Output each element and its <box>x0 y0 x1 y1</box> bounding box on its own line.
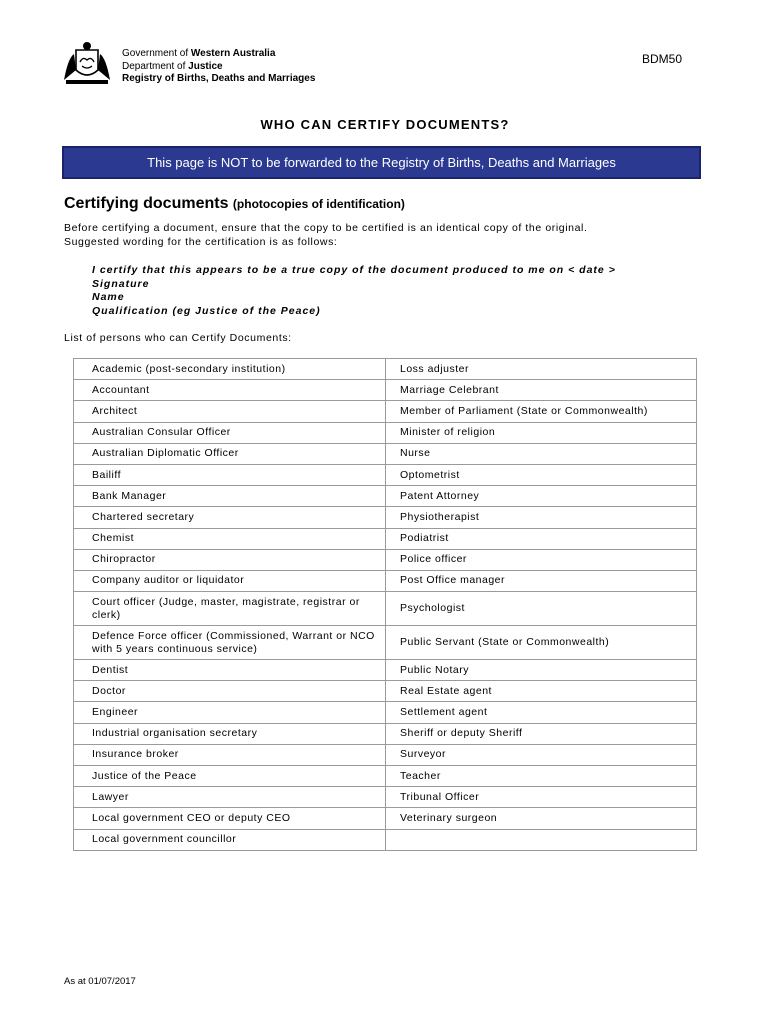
table-cell: Podiatrist <box>386 528 697 549</box>
table-cell: Justice of the Peace <box>74 766 386 787</box>
table-row <box>74 401 697 422</box>
table-row <box>74 380 697 401</box>
table-cell: Lawyer <box>74 787 386 808</box>
table-cell: Chartered secretary <box>74 507 386 528</box>
table-cell: Engineer <box>74 702 386 723</box>
coat-of-arms-icon <box>62 40 112 86</box>
table-row <box>74 787 697 808</box>
table-cell: Chiropractor <box>74 549 386 570</box>
suggested-wording: I certify that this appears to be a true copy of the document produced to me on < date > Signature Name Qualification (eg Justice of the Peace) <box>92 264 616 317</box>
table-cell: Accountant <box>74 380 386 401</box>
table-row <box>74 528 697 549</box>
table-cell: Member of Parliament (State or Commonwealth) <box>386 401 697 422</box>
table-cell: Patent Attorney <box>386 486 697 507</box>
table-cell: Real Estate agent <box>386 681 697 702</box>
table-row <box>74 808 697 829</box>
section-subheading: (photocopies of identification) <box>232 197 405 211</box>
page-title: WHO CAN CERTIFY DOCUMENTS? <box>260 117 510 132</box>
table-cell: Australian Consular Officer <box>74 422 386 443</box>
table-cell: Academic (post-secondary institution) <box>74 359 386 380</box>
table-cell: Australian Diplomatic Officer <box>74 443 386 464</box>
table-cell: Chemist <box>74 528 386 549</box>
table-row <box>74 681 697 702</box>
table-cell: Surveyor <box>386 744 697 765</box>
certifiers-table <box>73 358 697 851</box>
section-heading: Certifying documents (photocopies of identification) <box>64 195 405 212</box>
table-row <box>74 359 697 380</box>
table-cell: Tribunal Officer <box>386 787 697 808</box>
table-cell: Optometrist <box>386 464 697 485</box>
table-row <box>74 744 697 765</box>
notice-banner: This page is NOT to be forwarded to the Registry of Births, Deaths and Marriages <box>62 146 701 179</box>
table-row <box>74 507 697 528</box>
letterhead <box>62 40 362 88</box>
table-row <box>74 766 697 787</box>
table-cell: Defence Force officer (Commissioned, Warrant or NCO with 5 years continuous service) <box>74 626 386 660</box>
table-cell: Physiotherapist <box>386 507 697 528</box>
form-code: BDM50 <box>642 52 683 66</box>
table-cell <box>386 829 697 850</box>
table-cell: Teacher <box>386 766 697 787</box>
table-row <box>74 702 697 723</box>
table-cell: Architect <box>74 401 386 422</box>
table-cell: Police officer <box>386 549 697 570</box>
table-row <box>74 570 697 591</box>
table-row <box>74 464 697 485</box>
organisation-name: Government of Western Australia Department of Justice Registry of Births, Deaths and Marriages <box>122 48 316 84</box>
table-row <box>74 626 697 660</box>
table-row <box>74 549 697 570</box>
table-row <box>74 422 697 443</box>
table-row <box>74 486 697 507</box>
table-row <box>74 829 697 850</box>
table-row <box>74 443 697 464</box>
table-cell: Loss adjuster <box>386 359 697 380</box>
intro-text: Before certifying a document, ensure that the copy to be certified is an identical copy of the original. Suggested wording for the certification is as follows: <box>64 222 588 248</box>
table-cell: Bank Manager <box>74 486 386 507</box>
table-row <box>74 592 697 626</box>
table-row <box>74 660 697 681</box>
table-cell: Public Servant (State or Commonwealth) <box>386 626 697 660</box>
list-intro: List of persons who can Certify Documents: <box>64 332 292 344</box>
table-row <box>74 723 697 744</box>
table-cell: Sheriff or deputy Sheriff <box>386 723 697 744</box>
table-cell: Public Notary <box>386 660 697 681</box>
table-cell: Dentist <box>74 660 386 681</box>
table-cell: Nurse <box>386 443 697 464</box>
table-cell: Company auditor or liquidator <box>74 570 386 591</box>
table-cell: Industrial organisation secretary <box>74 723 386 744</box>
table-cell: Settlement agent <box>386 702 697 723</box>
table-cell: Local government councillor <box>74 829 386 850</box>
table-cell: Veterinary surgeon <box>386 808 697 829</box>
table-cell: Court officer (Judge, master, magistrate, registrar or clerk) <box>74 592 386 626</box>
table-cell: Insurance broker <box>74 744 386 765</box>
table-cell: Bailiff <box>74 464 386 485</box>
table-cell: Marriage Celebrant <box>386 380 697 401</box>
table-cell: Minister of religion <box>386 422 697 443</box>
table-cell: Doctor <box>74 681 386 702</box>
footer-date: As at 01/07/2017 <box>64 976 136 987</box>
table-cell: Local government CEO or deputy CEO <box>74 808 386 829</box>
table-cell: Psychologist <box>386 592 697 626</box>
table-cell: Post Office manager <box>386 570 697 591</box>
